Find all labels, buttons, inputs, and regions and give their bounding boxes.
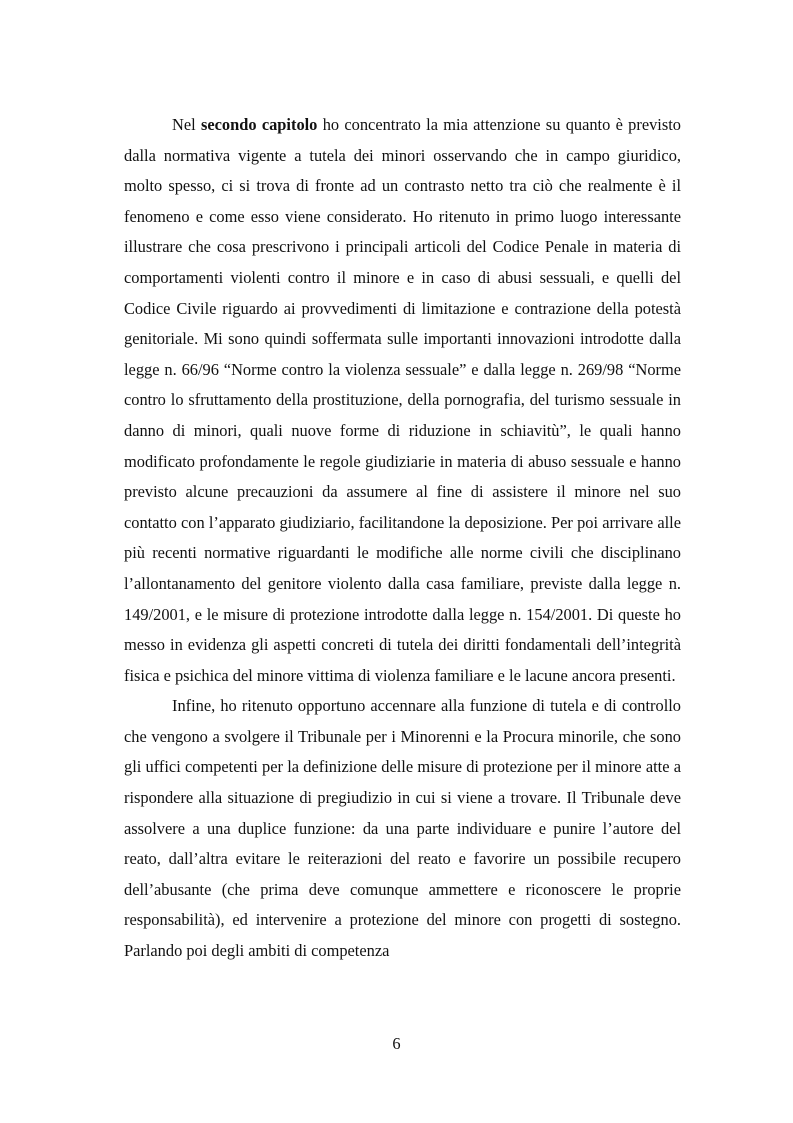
paragraph-1-lead: Nel xyxy=(172,115,201,134)
page-number: 6 xyxy=(392,1034,401,1053)
paragraph-1-emphasis: secondo capitolo xyxy=(200,115,318,134)
body-text xyxy=(124,110,681,967)
paragraph-1-text: ho concentrato la mia attenzione su quanto è previsto dalla normativa vigente a tutela dei minori osservando che in campo giuridico, molto spesso, ci si trova di fronte ad un contrasto netto tra ciò che realmente è il fenomeno e come esso viene considerato. Ho ritenuto in primo luogo interessante illustrare che cosa prescrivono i principali articoli del Codice Penale in materia di comportamenti violenti contro il minore e in caso di abusi sessuali, e quelli del Codice Civile riguardo ai provvedimenti di limitazione e contrazione della potestà genitoriale. Mi sono quindi soffermata sulle importanti innovazioni introdotte dalla legge n. 66/96 “Norme contro la violenza sessuale” e dalla legge n. 269/98 “Norme contro lo sfruttamento della prostituzione, della pornografia, del turismo sessuale in danno di minori, quali nuove forme di riduzione in schiavitù”, le quali hanno modificato profondamente le regole giudiziarie in materia di abuso sessuale e hanno previsto alcune precauzioni da assumere al fine di assistere il minore nel suo contatto con l’apparato giudiziario, facilitandone la deposizione. Per poi arrivare alle più recenti normative riguardanti le modifiche alle norme civili che disciplinano l’allontanamento del genitore violento dalla casa familiare, previste dalla legge n. 149/2001, e le misure di protezione introdotte dalla legge n. 154/2001. Di queste ho messo in evidenza gli aspetti concreti di tutela dei diritti fondamentali dell’integrità fisica e psichica del minore vittima di violenza familiare e le lacune ancora presenti. xyxy=(124,115,681,685)
paragraph-2: Infine, ho ritenuto opportuno accennare alla funzione di tutela e di controllo che vengono a svolgere il Tribunale per i Minorenni e la Procura minorile, che sono gli uffici competenti per la definizione delle misure di protezione per il minore atte a rispondere alla situazione di pregiudizio in cui si viene a trovare. Il Tribunale deve assolvere a una duplice funzione: da una parte individuare e punire l’autore del reato, dall’altra evitare le reiterazioni del reato e favorire un possibile recupero dell’abusante (che prima deve comunque ammettere e riconoscere le proprie responsabilità), ed intervenire a protezione del minore con progetti di sostegno. Parlando poi degli ambiti di competenza xyxy=(124,696,681,961)
paragraph-1 xyxy=(124,110,681,691)
